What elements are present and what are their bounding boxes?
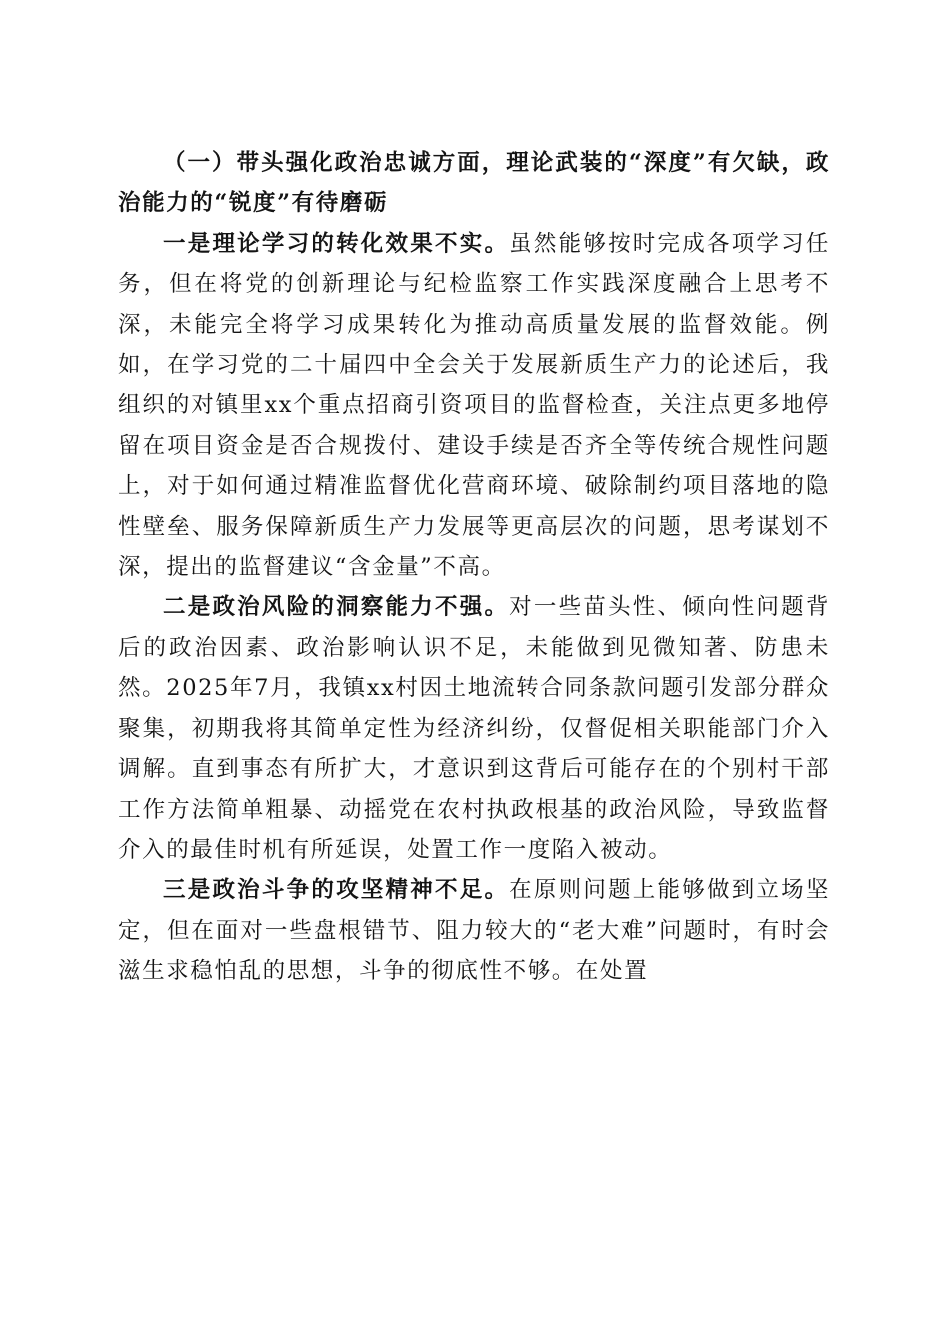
paragraph-theory-study [118,224,830,588]
paragraph-body: 在原则问题上能够做到立场坚定，但在面对一些盘根错节、阻力较大的“老大难”问题时，有时会滋生求稳怕乱的思想，斗争的彻底性不够。在处置 [118,877,830,985]
document-body [118,143,830,992]
section-heading: （一）带头强化政治忠诚方面，理论武装的“深度”有欠缺，政治能力的“锐度”有待磨砺 [118,150,830,217]
paragraph-body: 虽然能够按时完成各项学习任务，但在将党的创新理论与纪检监察工作实践深度融合上思考不深，未能完全将学习成果转化为推动高质量发展的监督效能。例如，在学习党的二十届四中全会关于发展新质生产力的论述后，我组织的对镇里xx个重点招商引资项目的监督检查，关注点更多地停留在项目资金是否合规拨付、建设手续是否齐全等传统合规性问题上，对于如何通过精准监督优化营商环境、破除制约项目落地的隐性壁垒、服务保障新质生产力发展等更高层次的问题，思考谋划不深，提出的监督建议“含金量”不高。 [118,230,830,581]
paragraph-lead: 三是政治斗争的攻坚精神不足。 [163,877,510,904]
paragraph-political-risk [118,587,830,870]
paragraph-political-struggle [118,870,830,991]
paragraph-body: 对一些苗头性、倾向性问题背后的政治因素、政治影响认识不足，未能做到见微知著、防患未然。2025年7月，我镇xx村因土地流转合同条款问题引发部分群众聚集，初期我将其简单定性为经济纠纷，仅督促相关职能部门介入调解。直到事态有所扩大，才意识到这背后可能存在的个别村干部工作方法简单粗暴、动摇党在农村执政根基的政治风险，导致监督介入的最佳时机有所延误，处置工作一度陷入被动。 [118,594,830,863]
paragraph-lead: 二是政治风险的洞察能力不强。 [163,594,510,621]
paragraph-lead: 一是理论学习的转化效果不实。 [163,230,510,257]
